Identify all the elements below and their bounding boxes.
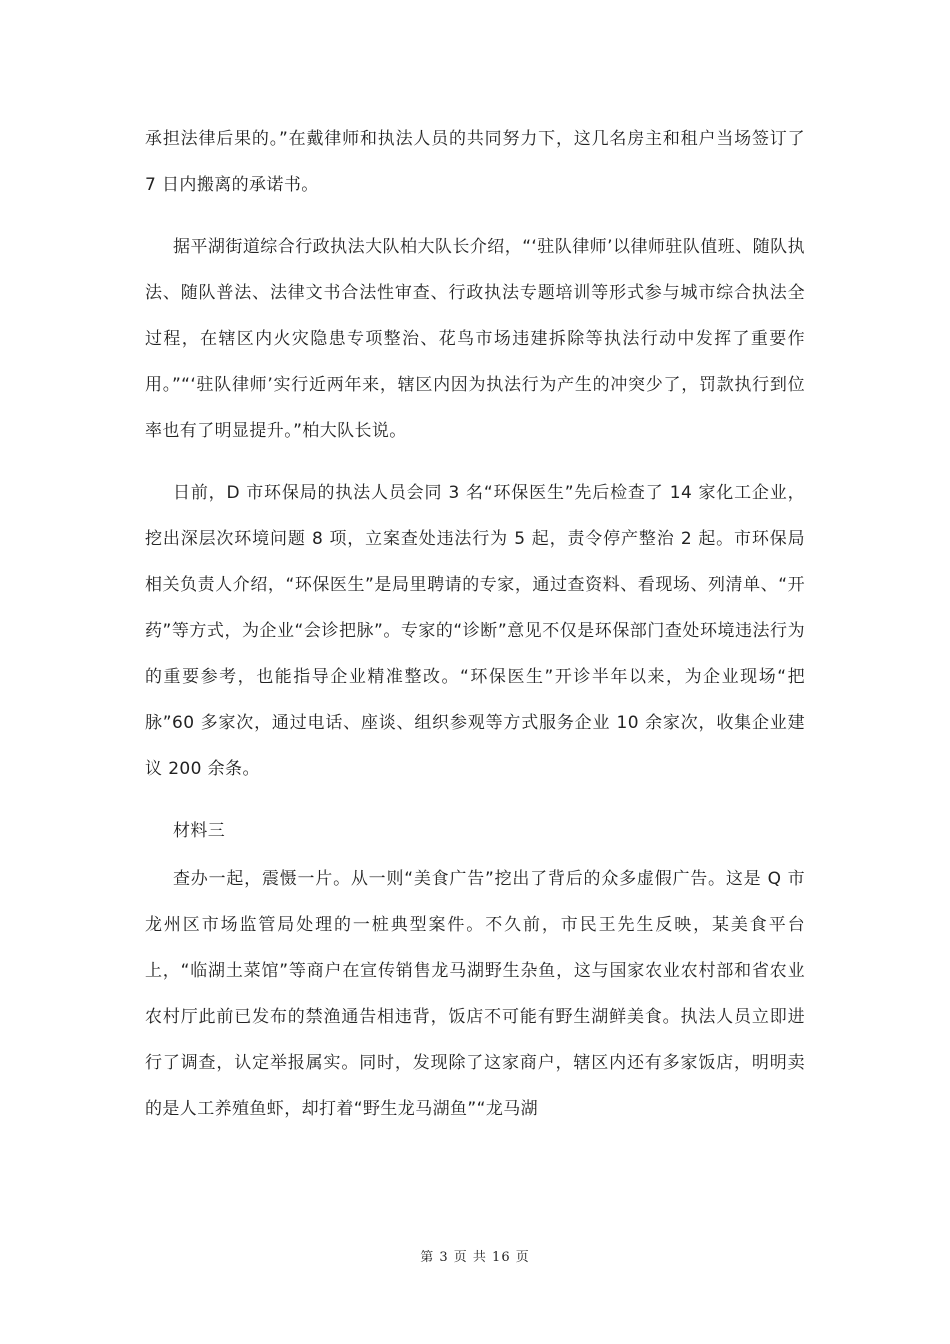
- page-number-footer: 第 3 页 共 16 页: [420, 1250, 530, 1265]
- section-heading: 材料三: [173, 821, 226, 841]
- paragraph-continuation: 承担法律后果的。”在戴律师和执法人员的共同努力下，这几名房主和租户当场签订了 7 日内搬离的承诺书。: [145, 129, 805, 195]
- paragraph-food-advertising: 查办一起，震慑一片。从一则“美食广告”挖出了背后的众多虚假广告。这是 Q 市龙州区市场监管局处理的一桩典型案件。不久前，市民王先生反映，某美食平台上，“临湖土菜馆”等商户在宣传销售龙马湖野生杂鱼，这与国家农业农村部和省农业农村厅此前已发布的禁渔通告相违背，饭店不可能有野生湖鲜美食。执法人员立即进行了调查，认定举报属实。同时，发现除了这家商户，辖区内还有多家饭店，明明卖的是人工养殖鱼虾，却打着“野生龙马湖鱼”“龙马湖: [145, 869, 805, 1119]
- paragraph-environment-doctor: 日前，D 市环保局的执法人员会同 3 名“环保医生”先后检查了 14 家化工企业，挖出深层次环境问题 8 项，立案查处违法行为 5 起，责令停产整治 2 起。市环保局相关负责人介绍，“环保医生”是局里聘请的专家，通过查资料、看现场、列清单、“开药”等方式，为企业“会诊把脉”。专家的“诊断”意见不仅是环保部门查处环境违法行为的重要参考，也能指导企业精准整改。“环保医生”开诊半年以来，为企业现场“把脉”60 多家次，通过电话、座谈、组织参观等方式服务企业 10 余家次，收集企业建议 200 余条。: [145, 483, 805, 779]
- paragraph-lawyer-team: 据平湖街道综合行政执法大队柏大队长介绍，“‘驻队律师’以律师驻队值班、随队执法、随队普法、法律文书合法性审查、行政执法专题培训等形式参与城市综合执法全过程，在辖区内火灾隐患专项整治、花鸟市场违建拆除等执法行动中发挥了重要作用。”“‘驻队律师’实行近两年来，辖区内因为执法行为产生的冲突少了，罚款执行到位率也有了明显提升。”柏大队长说。: [145, 237, 805, 441]
- document-body: [145, 116, 805, 1148]
